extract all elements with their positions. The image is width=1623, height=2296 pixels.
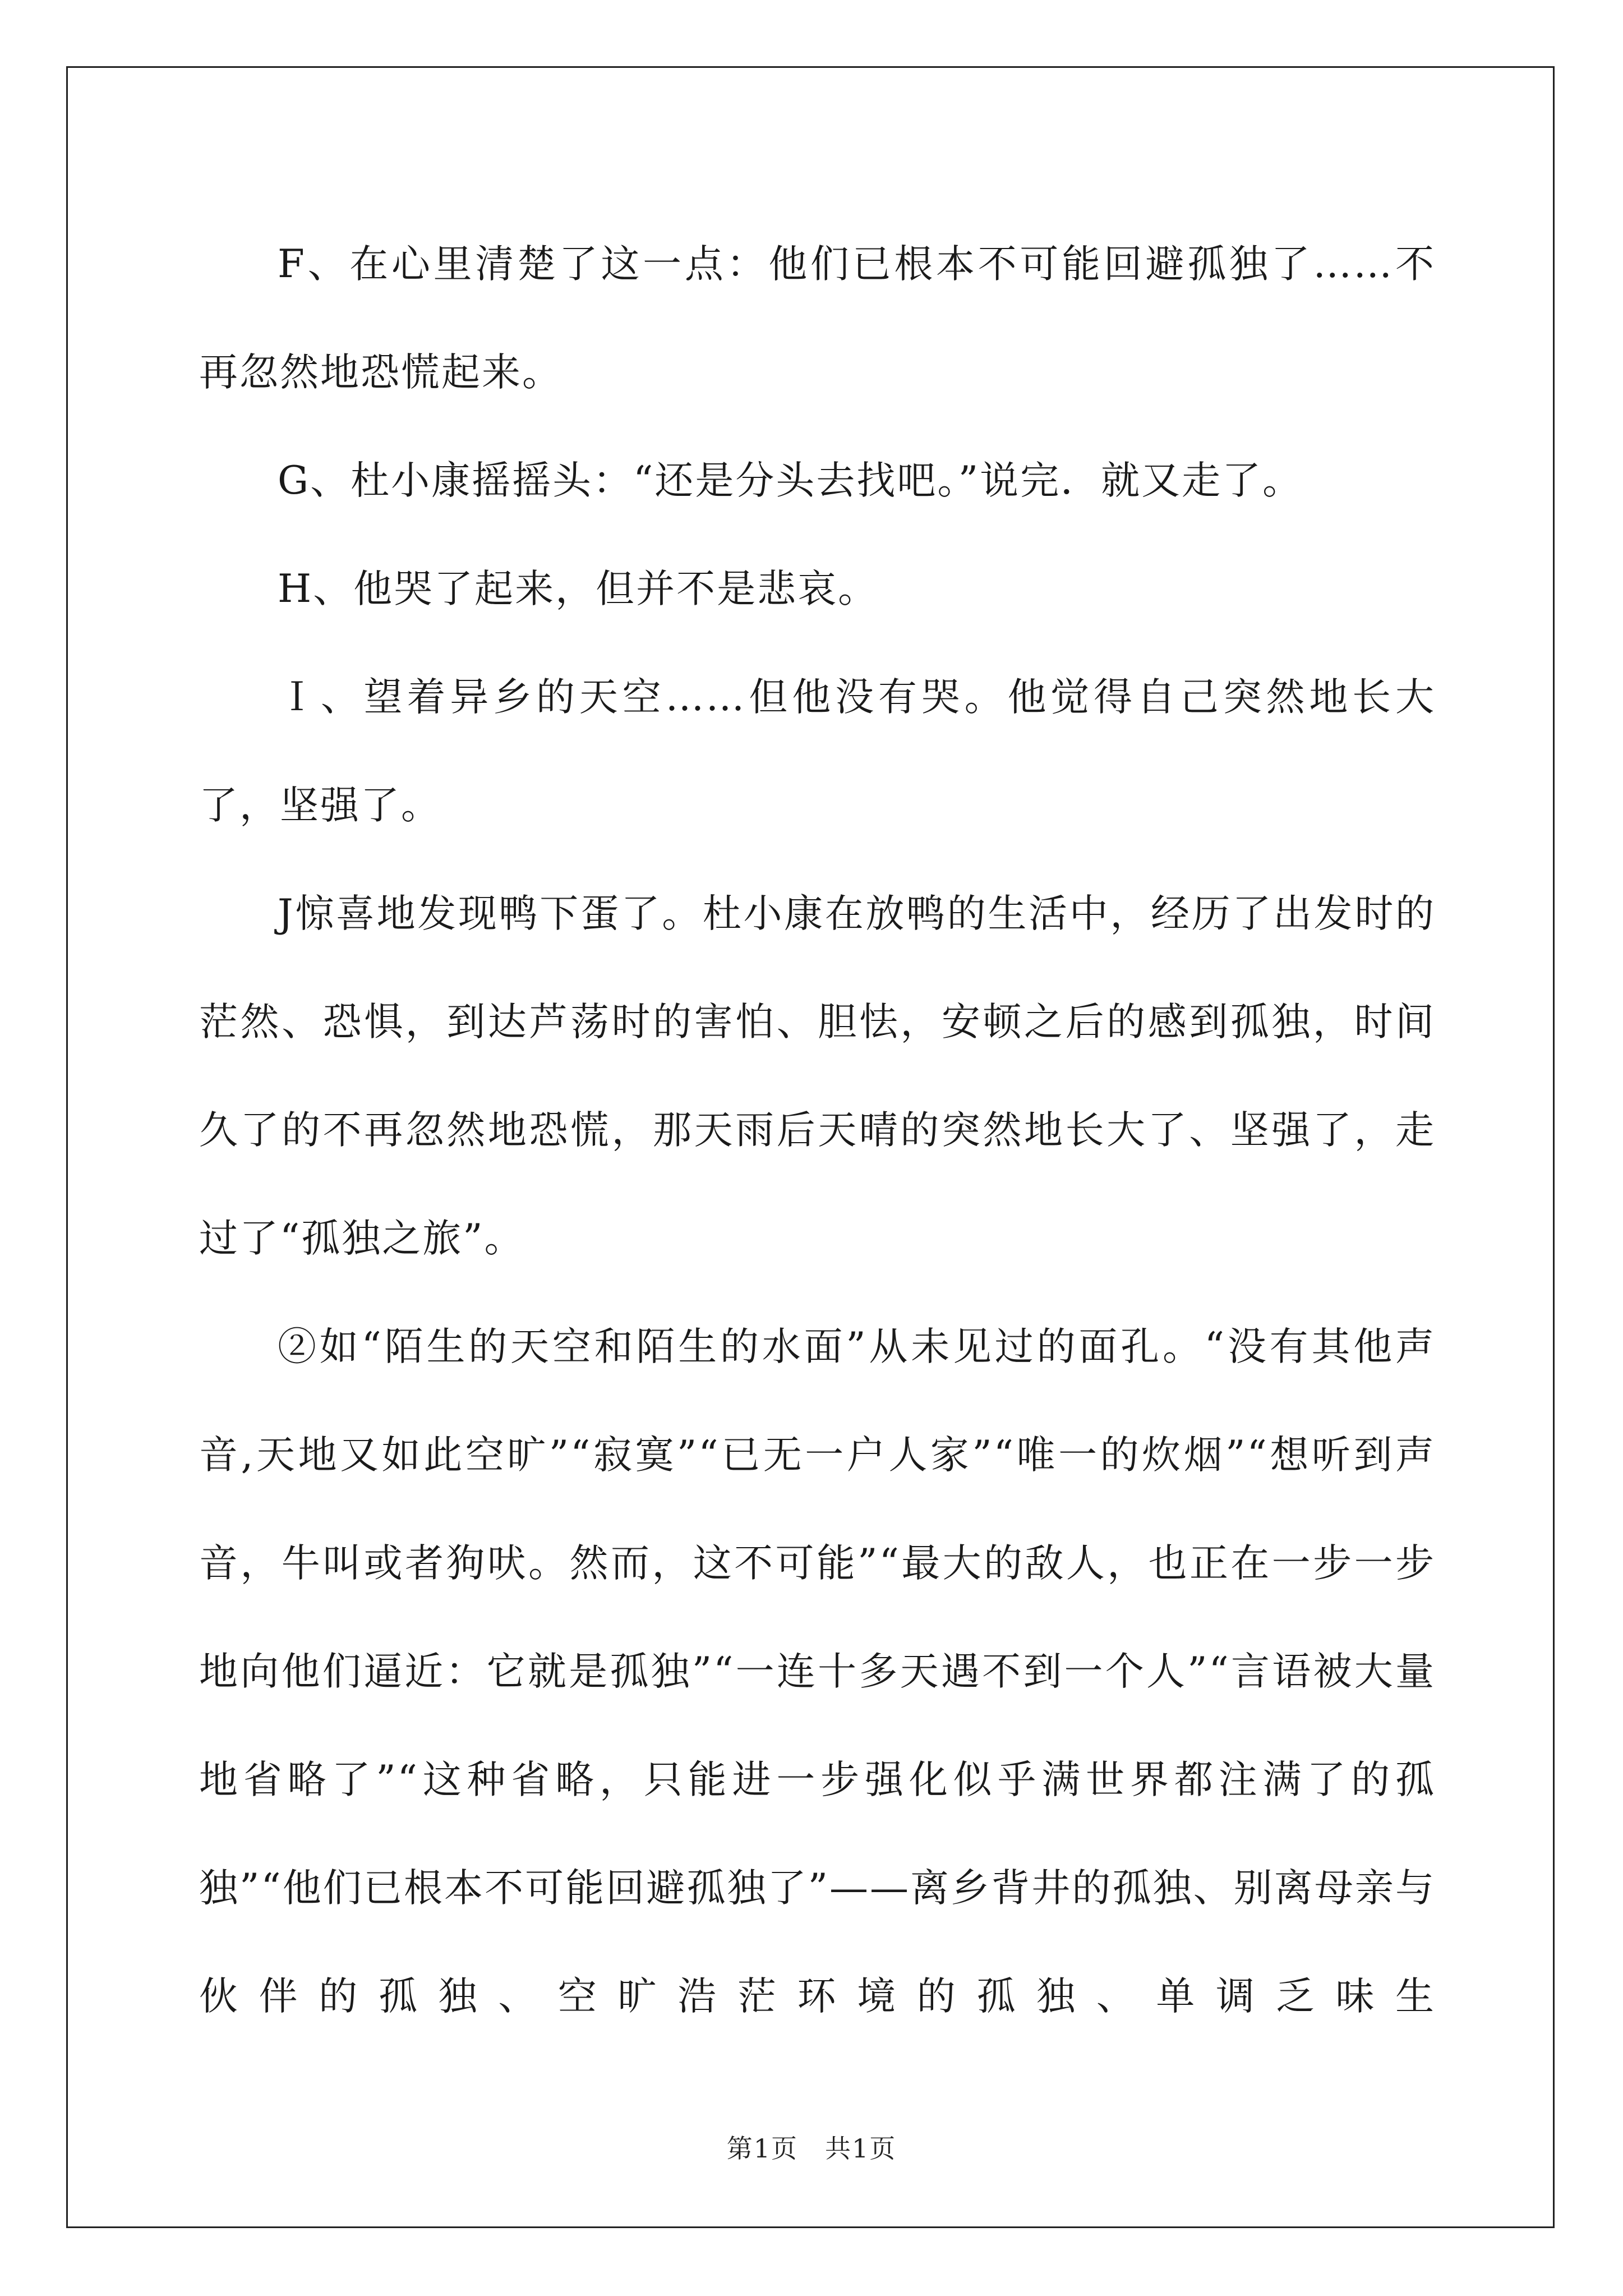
paragraph-f: F、在心里清楚了这一点：他们已根本不可能回避孤独了……不再忽然地恐慌起来。 <box>199 242 1436 395</box>
page-footer: 第1页 共1页 <box>726 2133 897 2164</box>
paragraph-j: J惊喜地发现鸭下蛋了。杜小康在放鸭的生活中，经历了出发时的茫然、恐惧，到达芦荡时的害怕、胆怯，安顿之后的感到孤独，时间久了的不再忽然地恐慌，那天雨后天晴的突然地长大了、坚强了，走过了“孤独之旅”。 <box>199 891 1436 1261</box>
paragraph-i: Ｉ、望着异乡的天空……但他没有哭。他觉得自己突然地长大了，坚强了。 <box>199 675 1436 828</box>
paragraph-h: H、他哭了起来，但并不是悲哀。 <box>278 567 879 611</box>
document-body <box>199 210 1436 2051</box>
paragraph-2: ②如“陌生的天空和陌生的水面”从未见过的面孔。“没有其他声音,天地又如此空旷”“寂寞”“已无一户人家”“唯一的炊烟”“想听到声音，牛叫或者狗吠。然而，这不可能”“最大的敌人，也正在一步一步地向他们逼近：它就是孤独”“一连十多天遇不到一个人”“言语被大量地省略了”“这种省略，只能进一步强化似乎满世界都注满了的孤独”“他们已根本不可能回避孤独了”——离乡背井的孤独、别离母亲与伙伴的孤独、空旷浩茫环境的孤独、单调乏味生 <box>199 1324 1436 2019</box>
paragraph-g: G、杜小康摇摇头：“还是分头去找吧。”说完．就又走了。 <box>278 458 1303 503</box>
